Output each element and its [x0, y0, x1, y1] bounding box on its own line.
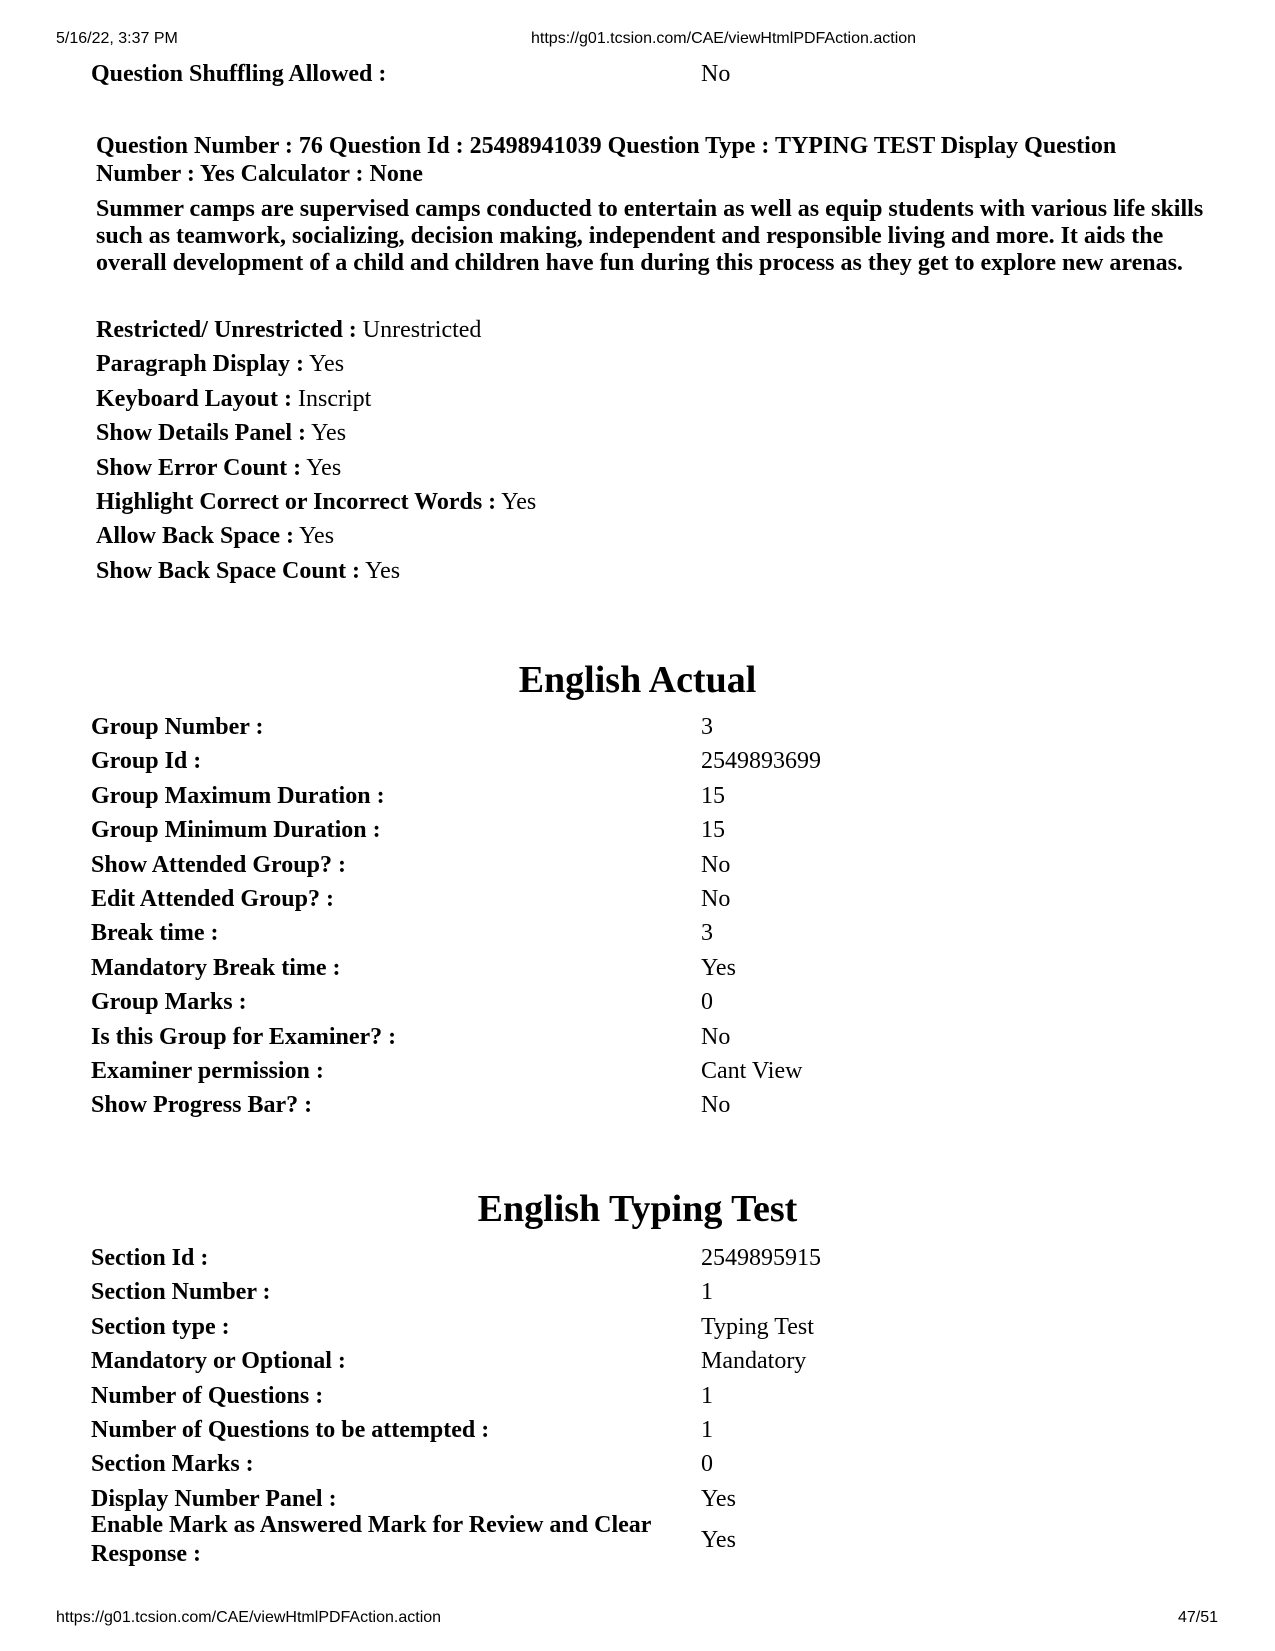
property-label: Highlight Correct or Incorrect Words :: [96, 489, 497, 515]
row-value: 15: [701, 817, 725, 844]
row-value: 2549895915: [701, 1245, 821, 1271]
row-label: Group Maximum Duration :: [91, 782, 385, 809]
row-value: Typing Test: [701, 1313, 814, 1340]
row-label: Display Number Panel :: [91, 1485, 337, 1512]
row-label: Question Shuffling Allowed :: [91, 61, 387, 87]
question-paragraph: Summer camps are supervised camps conducted to entertain as well as equip students with various life skills such as teamwork, socializing, decision making, independent and responsible living and more. It aids the overall development of a child and children have fun during this process as they get to explore new arenas.: [96, 196, 1204, 276]
row-value: Mandatory: [701, 1348, 807, 1375]
row-label: Section type :: [91, 1313, 230, 1340]
row-label: Group Marks :: [91, 989, 247, 1016]
row-value: 1: [701, 1382, 713, 1409]
row-value: No: [701, 1023, 731, 1050]
row-value: 2549893699: [701, 748, 821, 775]
row-label: Examiner permission :: [91, 1058, 324, 1084]
property-row: [96, 557, 1216, 585]
property-row: [96, 522, 1216, 550]
row-label: Show Attended Group? :: [91, 851, 346, 878]
property-row: [96, 350, 1216, 378]
row-label: Number of Questions :: [91, 1382, 324, 1409]
row-label: Section Id :: [91, 1245, 209, 1271]
property-value: Yes: [309, 351, 345, 378]
property-label: Show Error Count :: [96, 454, 302, 481]
section-title-english-actual: English Actual: [518, 659, 757, 701]
question-header-line1: Question Number : 76 Question Id : 25498941039 Question Type : TYPING TEST Display Question: [96, 133, 1117, 159]
page-number: 47/51: [1178, 1609, 1219, 1626]
row-label: [91, 1511, 651, 1569]
row-value: 0: [701, 989, 713, 1016]
row-value: Yes: [701, 1485, 736, 1512]
row-value: Cant View: [701, 1058, 803, 1084]
property-label: Keyboard Layout :: [96, 385, 293, 412]
row-value: Yes: [701, 1527, 736, 1553]
question-header-line2: Number : Yes Calculator : None: [96, 160, 423, 187]
row-label: Is this Group for Examiner? :: [91, 1023, 397, 1050]
row-value: No: [701, 61, 731, 87]
row-label-line1: Enable Mark as Answered Mark for Review and Clear: [91, 1512, 652, 1538]
row-label: Show Progress Bar? :: [91, 1092, 313, 1119]
row-value: 1: [701, 1279, 713, 1306]
property-row: [96, 419, 1216, 447]
row-label: Group Id :: [91, 748, 202, 775]
section-title-english-typing-test: English Typing Test: [477, 1188, 798, 1230]
row-label: Group Minimum Duration :: [91, 817, 381, 844]
property-value: Yes: [306, 454, 342, 481]
row-label: Break time :: [91, 920, 219, 947]
property-label: Restricted/ Unrestricted :: [96, 317, 357, 343]
row-value: Yes: [701, 954, 736, 981]
row-label: Number of Questions to be attempted :: [91, 1417, 490, 1443]
property-row: [96, 454, 1216, 482]
print-header-url: https://g01.tcsion.com/CAE/viewHtmlPDFAction.action: [531, 30, 917, 47]
row-value: No: [701, 851, 731, 878]
property-value: Yes: [365, 557, 401, 584]
property-label: Show Back Space Count :: [96, 557, 361, 584]
property-row: [96, 316, 1216, 344]
property-label: Paragraph Display :: [96, 351, 305, 378]
property-row: [96, 488, 1216, 516]
row-value: 3: [701, 714, 713, 740]
property-value: Inscript: [298, 385, 372, 412]
property-value: Yes: [299, 523, 335, 550]
question-header: [96, 133, 1216, 188]
property-value: Unrestricted: [362, 317, 482, 343]
row-label: Section Marks :: [91, 1451, 254, 1478]
row-value: 0: [701, 1451, 713, 1478]
print-timestamp: 5/16/22, 3:37 PM: [56, 30, 178, 47]
row-value: 15: [701, 782, 725, 809]
row-label: Mandatory or Optional :: [91, 1348, 346, 1375]
property-label: Show Details Panel :: [96, 420, 306, 447]
row-label: Section Number :: [91, 1279, 271, 1306]
property-label: Allow Back Space :: [96, 523, 294, 550]
row-value: 1: [701, 1417, 713, 1443]
row-value: No: [701, 1092, 731, 1119]
row-value: 3: [701, 920, 713, 947]
property-value: Yes: [501, 489, 537, 515]
row-value: No: [701, 886, 731, 912]
row-label: Mandatory Break time :: [91, 954, 341, 981]
row-label: Edit Attended Group? :: [91, 886, 334, 912]
property-value: Yes: [311, 420, 347, 447]
row-label: Group Number :: [91, 714, 264, 740]
row-label-line2: Response :: [91, 1541, 202, 1567]
print-footer-url: https://g01.tcsion.com/CAE/viewHtmlPDFAction.action: [56, 1609, 442, 1626]
property-row: [96, 385, 1216, 413]
